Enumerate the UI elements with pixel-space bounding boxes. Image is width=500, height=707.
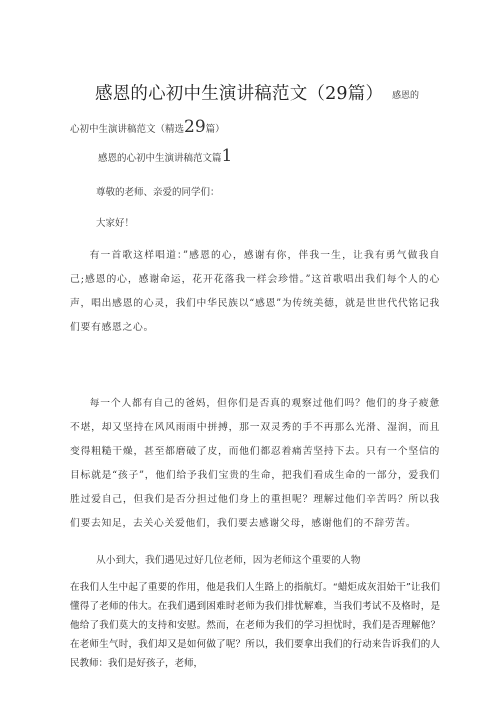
subtitle-suffix: 篇）: [205, 124, 225, 135]
body-paragraph-3-lead: 从小到大，我们遇见过好几位老师，因为老师这个重要的人物: [96, 555, 361, 566]
subtitle-prefix: 心初中生演讲稿范文（精选: [70, 124, 185, 135]
document-subtitle: [70, 117, 225, 137]
section-heading-text: 感恩的心初中生演讲稿范文篇: [98, 153, 222, 164]
salutation: 尊敬的老师、亲爱的同学们：: [96, 187, 220, 198]
body-paragraph-1: 有一首歌这样唱道：”感恩的心，感谢有你，伴我一生，让我有勇气做我自己;感恩的心，感谢命运，花开花落我一样会珍惜。”这首歌唱出我们每个人的心声，唱出感恩的心灵，我们中华民族以“感恩”为传统美德，就是世世代代铭记我们要有感恩之心。: [70, 250, 440, 333]
body-paragraph-2: 每一个人都有自己的爸妈，但你们是否真的观察过他们吗？他们的身子疲惫不堪，却又坚持在风风雨雨中拼搏，那一双灵秀的手不再那么光滑、湿润，而且变得粗糙干燥，甚至都磨破了皮，而他们都忍着痛苦坚持下去。只有一个坚信的目标就是“孩子”，他们给予我们宝贵的生命，把我们看成生命的一部分，爱我们胜过爱自己，但我们是否分担过他们身上的重担呢？理解过他们辛苦吗？所以我们要去知足，去关心关爱他们，我们要去感谢父母，感谢他们的不辞劳苦。: [70, 398, 440, 529]
section-heading-number: 1: [221, 146, 233, 166]
greeting: 大家好！: [96, 218, 135, 229]
section-heading: [98, 146, 232, 166]
body-paragraph-4: 在我们人生中起了重要的作用，他是我们人生路上的指航灯。“蜡炬成灰泪始干”让我们懂得了老师的伟大。在我们遇到困难时老师为我们排忧解难，当我们考试不及格时，是他给了我们莫大的支持和安慰。然而，在老师为我们的学习担忧时，我们是否理解他？在老师生气时，我们却又是如何做了呢？所以，我们要拿出我们的行动来告诉我们的人民教师：我们是好孩子，老师，: [70, 582, 440, 669]
document-title: 感恩的心初中生演讲稿范文（29篇）: [95, 84, 384, 104]
subtitle-number: 29: [184, 117, 206, 137]
title-continuation: 感恩的: [392, 91, 420, 101]
